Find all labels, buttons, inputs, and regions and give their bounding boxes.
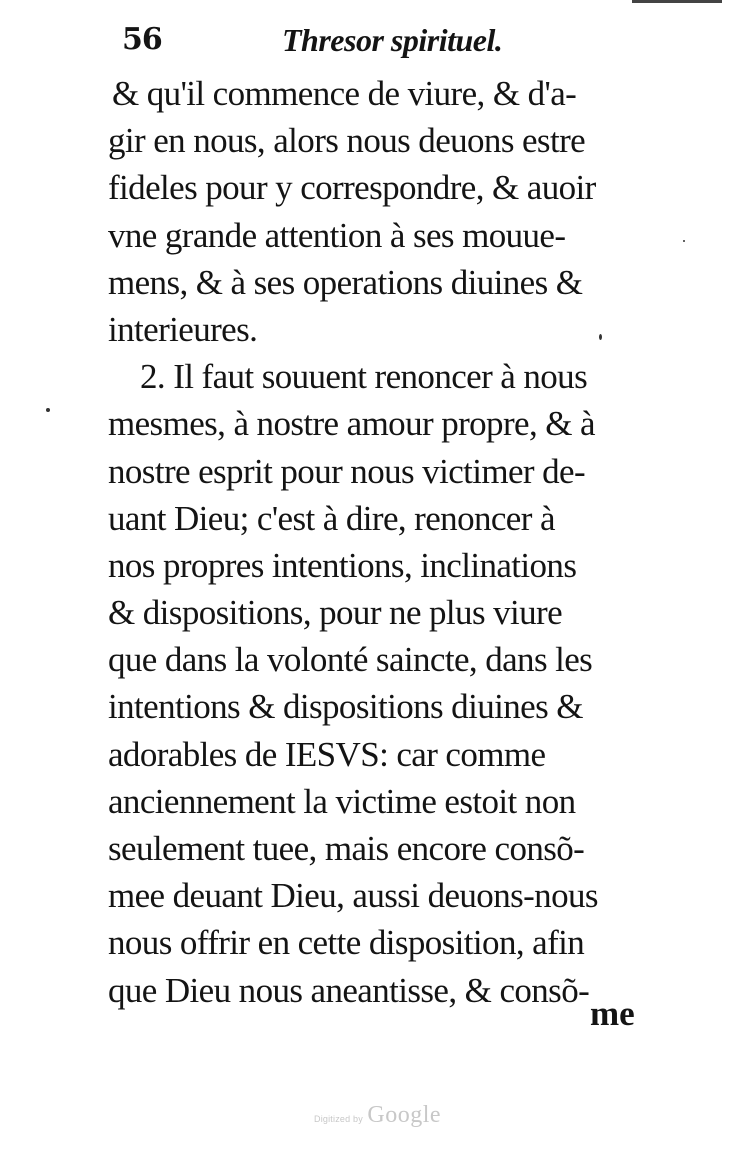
body-text	[108, 70, 668, 1014]
text-line: & qu'il commence de viure, & d'a-	[112, 74, 577, 113]
running-title: Thresor spirituel.	[282, 22, 503, 58]
text-line: mens, & à ses operations diuines &	[108, 262, 583, 302]
google-logo: Google	[367, 1102, 442, 1128]
text-line: que Dieu nous aneantisse, & consõ-	[108, 970, 590, 1010]
ink-speck	[683, 240, 685, 242]
text-line: que dans la volonté saincte, dans les	[108, 640, 593, 680]
digitized-by-google-watermark	[314, 1102, 441, 1129]
ink-speck	[46, 408, 50, 412]
text-line: mee deuant Dieu, aussi deuons-nous	[108, 876, 598, 916]
text-line: gir en nous, alors nous deuons estre	[108, 121, 586, 161]
page-header	[122, 22, 642, 68]
text-line: nostre esprit pour nous victimer de-	[108, 451, 586, 491]
text-line: nos propres intentions, inclinations	[108, 545, 577, 585]
text-line: seulement tuee, mais encore consõ-	[108, 829, 585, 868]
text-line: uant Dieu; c'est à dire, renoncer à	[108, 498, 555, 538]
text-line: & dispositions, pour ne plus viure	[108, 593, 563, 633]
ink-speck	[599, 334, 602, 340]
catchword: me	[590, 994, 635, 1033]
text-line: vne grande attention à ses mouue-	[108, 215, 566, 255]
page-number: 56	[122, 22, 162, 57]
text-line: intentions & dispositions diuines &	[108, 687, 583, 727]
text-line: anciennement la victime estoit non	[108, 781, 576, 821]
paragraph-start-line: 2. Il faut souuent renoncer à nous	[140, 357, 588, 397]
text-line: adorables de IESVS: car comme	[108, 734, 546, 774]
text-line: nous offrir en cette disposition, afin	[108, 923, 585, 963]
scan-edge-mark	[632, 0, 722, 3]
text-line: mesmes, à nostre amour propre, & à	[108, 404, 595, 444]
digitized-by-label: Digitized by	[314, 1114, 363, 1124]
text-line: fideles pour y correspondre, & auoir	[108, 168, 596, 208]
text-line: interieures.	[108, 309, 258, 349]
